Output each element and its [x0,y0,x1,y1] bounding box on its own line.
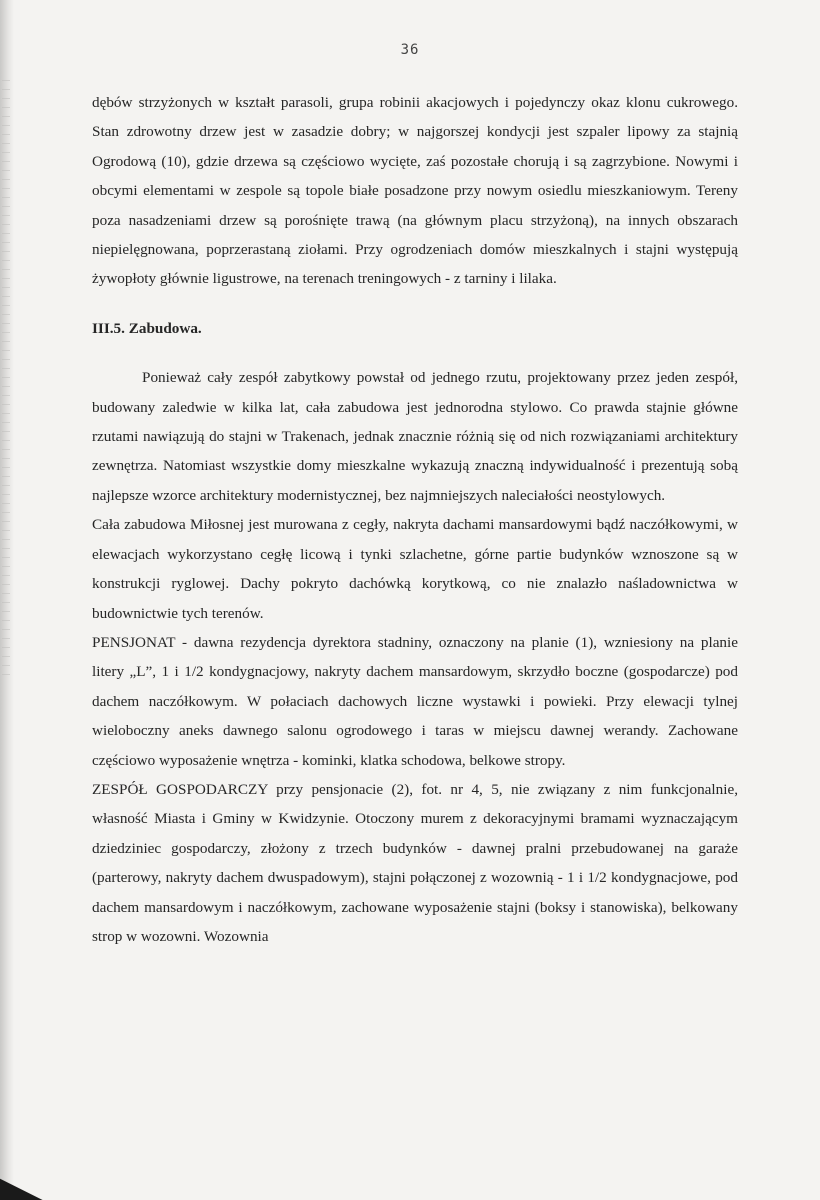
scan-corner-shadow [0,1170,60,1200]
paragraph-pensjonat: PENSJONAT - dawna rezydencja dyrektora stadniny, oznaczony na planie (1), wzniesiony na planie litery „L”, 1 i 1/2 kondygnacjowy, nakryty dachem mansardowym, skrzydło boczne (gospodarcze) pod dachem naczółkowym. W połaciach dachowych liczne wystawki i powieki. Przy elewacji tylnej wieloboczny aneks dawnego salonu ogrodowego i taras w miejscu dawnej werandy. Zachowane częściowo wyposażenie wnętrza - kominki, klatka schodowa, belkowe stropy. [92,633,738,769]
binding-marks [2,80,10,680]
paragraph-trees: dębów strzyżonych w kształt parasoli, grupa robinii akacjowych i pojedynczy okaz klonu cukrowego. Stan zdrowotny drzew jest w zasadzie dobry; w najgorszej kondycji jest szpaler lipowy za stajnią Ogrodową (10), gdzie drzewa są częściowo wycięte, zaś pozostałe chorują i są zagrzybione. Nowymi i obcymi elementami w zespole są topole białe posadzone przy nowym osiedlu mieszkaniowym. Tereny poza nasadzeniami drzew są porośnięte trawą (na głównym placu strzyżoną), na innych obszarach niepielęgnowana, poprzerastaną ziołami. Przy ogrodzeniach domów mieszkalnych i stajni występują żywopłoty głównie ligustrowe, na terenach treningowych - z tarniny i lilaka. [92,94,738,288]
section-heading: III.5. Zabudowa. [92,319,202,337]
paragraph-zespol-gospodarczy: ZESPÓŁ GOSPODARCZY przy pensjonacie (2), fot. nr 4, 5, nie związany z nim funkcjonalnie, własność Miasta i Gminy w Kwidzynie. Otoczony murem z dekoracyjnymi bramami wyznaczającym dziedziniec gospodarczy, złożony z trzech budynków - dawnej pralni przebudowanej na garaże (parterowy, nakryty dachem dwuspadowym), stajni połączonej z wozownią - 1 i 1/2 kondygnacjowe, pod dachem mansardowym i naczółkowym, zachowane wyposażenie stajni (boksy i stanowiska), belkowany strop w wozowni. Wozownia [92,780,738,945]
page-number: 36 [400,42,420,58]
document-body [92,88,738,951]
paragraph-construction: Cała zabudowa Miłosnej jest murowana z cegły, nakryta dachami mansardowymi bądź naczółkowymi, w elewacjach wykorzystano cegłę licową i tynki szlachetne, górne partie budynków wznoszone są w konstrukcji ryglowej. Dachy pokryto dachówką korytkową, co nie znalazło naśladownictwa w budownictwie tych terenów. [92,516,738,622]
paragraph-buildings-intro: Ponieważ cały zespół zabytkowy powstał od jednego rzutu, projektowany przez jeden zespół, budowany zaledwie w kilka lat, cała zabudowa jest jednorodna stylowo. Co prawda stajnie główne rzutami nawiązują do stajni w Trakenach, jednak znacznie różnią się od nich rozwiązaniami architektury zewnętrza. Natomiast wszystkie domy mieszkalne wykazują znaczną indywidualność i prezentują sobą najlepsze wzorce architektury modernistycznej, bez najmniejszych naleciałości neostylowych. [92,369,738,504]
